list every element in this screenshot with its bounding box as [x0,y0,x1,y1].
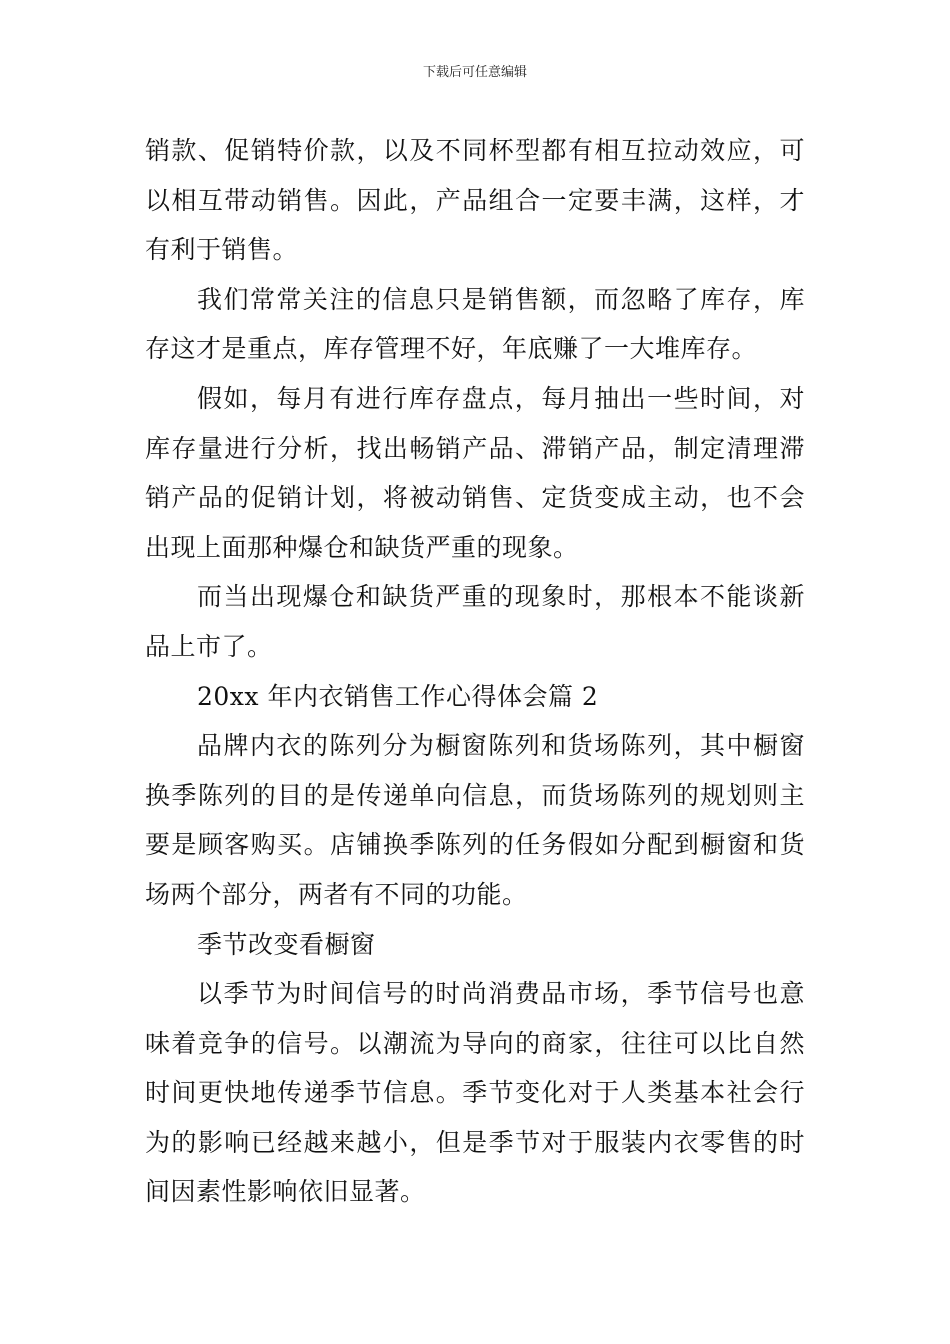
page-header: 下载后可任意编辑 [422,65,527,80]
paragraph-new-products: 而当出现爆仓和缺货严重的现象时，那根本不能谈新品上市了。 [145,582,805,661]
paragraph-continuation: 销款、促销特价款，以及不同杯型都有相互拉动效应，可以相互带动销售。因此，产品组合一定要丰满，这样，才有利于销售。 [145,136,805,265]
document-body [145,126,805,1217]
paragraph-display: 品牌内衣的陈列分为橱窗陈列和货场陈列，其中橱窗换季陈列的目的是传递单向信息，而货场陈列的规划则主要是顾客购买。店铺换季陈列的任务假如分配到橱窗和货场两个部分，两者有不同的功能。 [145,731,805,909]
paragraph-inventory-focus: 我们常常关注的信息只是销售额，而忽略了库存，库存这才是重点，库存管理不好，年底赚了一大堆库存。 [145,284,805,364]
paragraph-seasons: 以季节为时间信号的时尚消费品市场，季节信号也意味着竞争的信号。以潮流为导向的商家，往往可以比自然时间更快地传递季节信息。季节变化对于人类基本社会行为的影响已经越来越小，但是季节对于服装内衣零售的时间因素性影响依旧显著。 [145,979,805,1207]
paragraph-inventory-analysis: 假如，每月有进行库存盘点，每月抽出一些时间，对库存量进行分析，找出畅销产品、滞销产品，制定清理滞销产品的促销计划，将被动销售、定货变成主动，也不会出现上面那种爆仓和缺货严重的现象。 [145,383,805,562]
section-heading: 20xx 年内衣销售工作心得体会篇 2 [197,681,599,711]
subsection-heading: 季节改变看橱窗 [197,929,376,959]
